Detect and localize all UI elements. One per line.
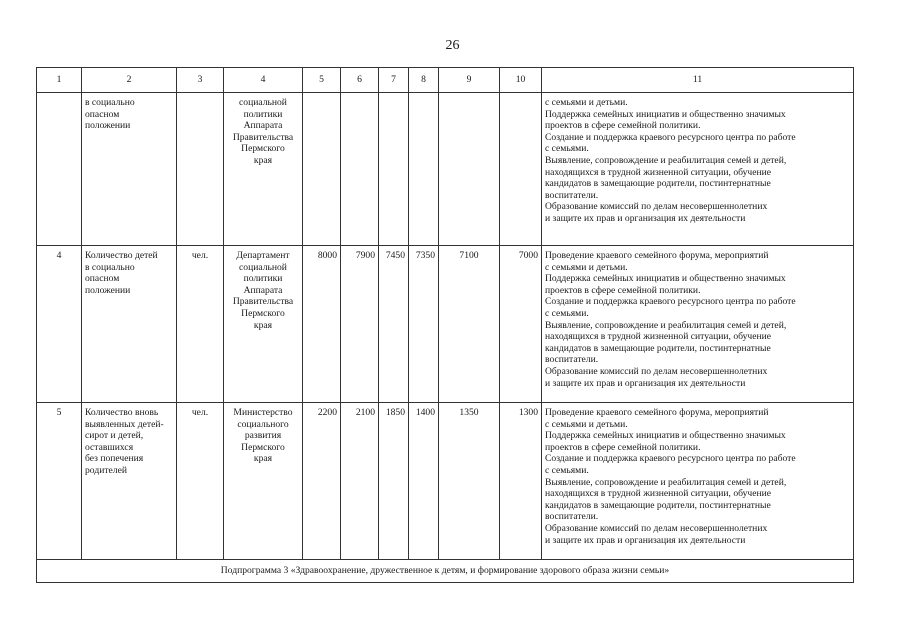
col-header-9: 9: [439, 68, 500, 93]
responsible: социальной политики Аппарата Правительства Пермского края: [224, 93, 303, 246]
col-header-8: 8: [409, 68, 439, 93]
value-10: [500, 93, 542, 246]
subprogram-title: Подпрограмма 3 «Здравоохранение, дружественное к детям, и формирование здорового образа жизни семьи»: [37, 560, 854, 583]
value-10: 1300: [500, 403, 542, 560]
measures: Проведение краевого семейного форума, мероприятий с семьями и детьми. Поддержка семейных инициатив и общественно значимых проектов в сфере семейной политики. Создание и поддержка краевого ресурсного центра по работе с семьями. Выявление, сопровождение и реабилитация семей и детей, находящихся в трудной жизненной ситуации, обучение кандидатов в замещающие родители, постинтернатные воспитатели. Образование комиссий по делам несовершеннолетних и защите их прав и организация их деятельности: [542, 246, 854, 403]
value-6: [341, 93, 379, 246]
responsible: Министерство социального развития Пермского края: [224, 403, 303, 560]
indicator-name: Количество детей в социально опасном положении: [82, 246, 177, 403]
value-9: 1350: [439, 403, 500, 560]
row-number: 4: [37, 246, 82, 403]
col-header-10: 10: [500, 68, 542, 93]
value-8: [409, 93, 439, 246]
indicator-name: в социально опасном положении: [82, 93, 177, 246]
value-5: [303, 93, 341, 246]
indicator-name: Количество вновь выявленных детей- сирот и детей, оставшихся без попечения родителей: [82, 403, 177, 560]
value-9: [439, 93, 500, 246]
row-number: 5: [37, 403, 82, 560]
measures: Проведение краевого семейного форума, мероприятий с семьями и детьми. Поддержка семейных инициатив и общественно значимых проектов в сфере семейной политики. Создание и поддержка краевого ресурсного центра по работе с семьями. Выявление, сопровождение и реабилитация семей и детей, находящихся в трудной жизненной ситуации, обучение кандидатов в замещающие родители, постинтернатные воспитатели. Образование комиссий по делам несовершеннолетних и защите их прав и организация их деятельности: [542, 403, 854, 560]
value-7: 7450: [379, 246, 409, 403]
col-header-2: 2: [82, 68, 177, 93]
value-5: 8000: [303, 246, 341, 403]
indicators-table: [36, 67, 854, 583]
col-header-6: 6: [341, 68, 379, 93]
unit: чел.: [177, 403, 224, 560]
col-header-3: 3: [177, 68, 224, 93]
value-6: 7900: [341, 246, 379, 403]
value-8: 7350: [409, 246, 439, 403]
col-header-7: 7: [379, 68, 409, 93]
table-row: [37, 246, 854, 403]
table-row: [37, 93, 854, 246]
value-8: 1400: [409, 403, 439, 560]
col-header-11: 11: [542, 68, 854, 93]
value-6: 2100: [341, 403, 379, 560]
table-row: [37, 403, 854, 560]
measures: с семьями и детьми. Поддержка семейных инициатив и общественно значимых проектов в сфере семейной политики. Создание и поддержка краевого ресурсного центра по работе с семьями. Выявление, сопровождение и реабилитация семей и детей, находящихся в трудной жизненной ситуации, обучение кандидатов в замещающие родители, постинтернатные воспитатели. Образование комиссий по делам несовершеннолетних и защите их прав и организация их деятельности: [542, 93, 854, 246]
unit: чел.: [177, 246, 224, 403]
value-7: 1850: [379, 403, 409, 560]
page-number: 26: [445, 38, 460, 53]
subprogram-row: [37, 560, 854, 583]
header-row: [37, 68, 854, 93]
col-header-1: 1: [37, 68, 82, 93]
col-header-5: 5: [303, 68, 341, 93]
value-7: [379, 93, 409, 246]
responsible: Департамент социальной политики Аппарата Правительства Пермского края: [224, 246, 303, 403]
value-5: 2200: [303, 403, 341, 560]
col-header-4: 4: [224, 68, 303, 93]
value-10: 7000: [500, 246, 542, 403]
value-9: 7100: [439, 246, 500, 403]
row-number: [37, 93, 82, 246]
unit: [177, 93, 224, 246]
